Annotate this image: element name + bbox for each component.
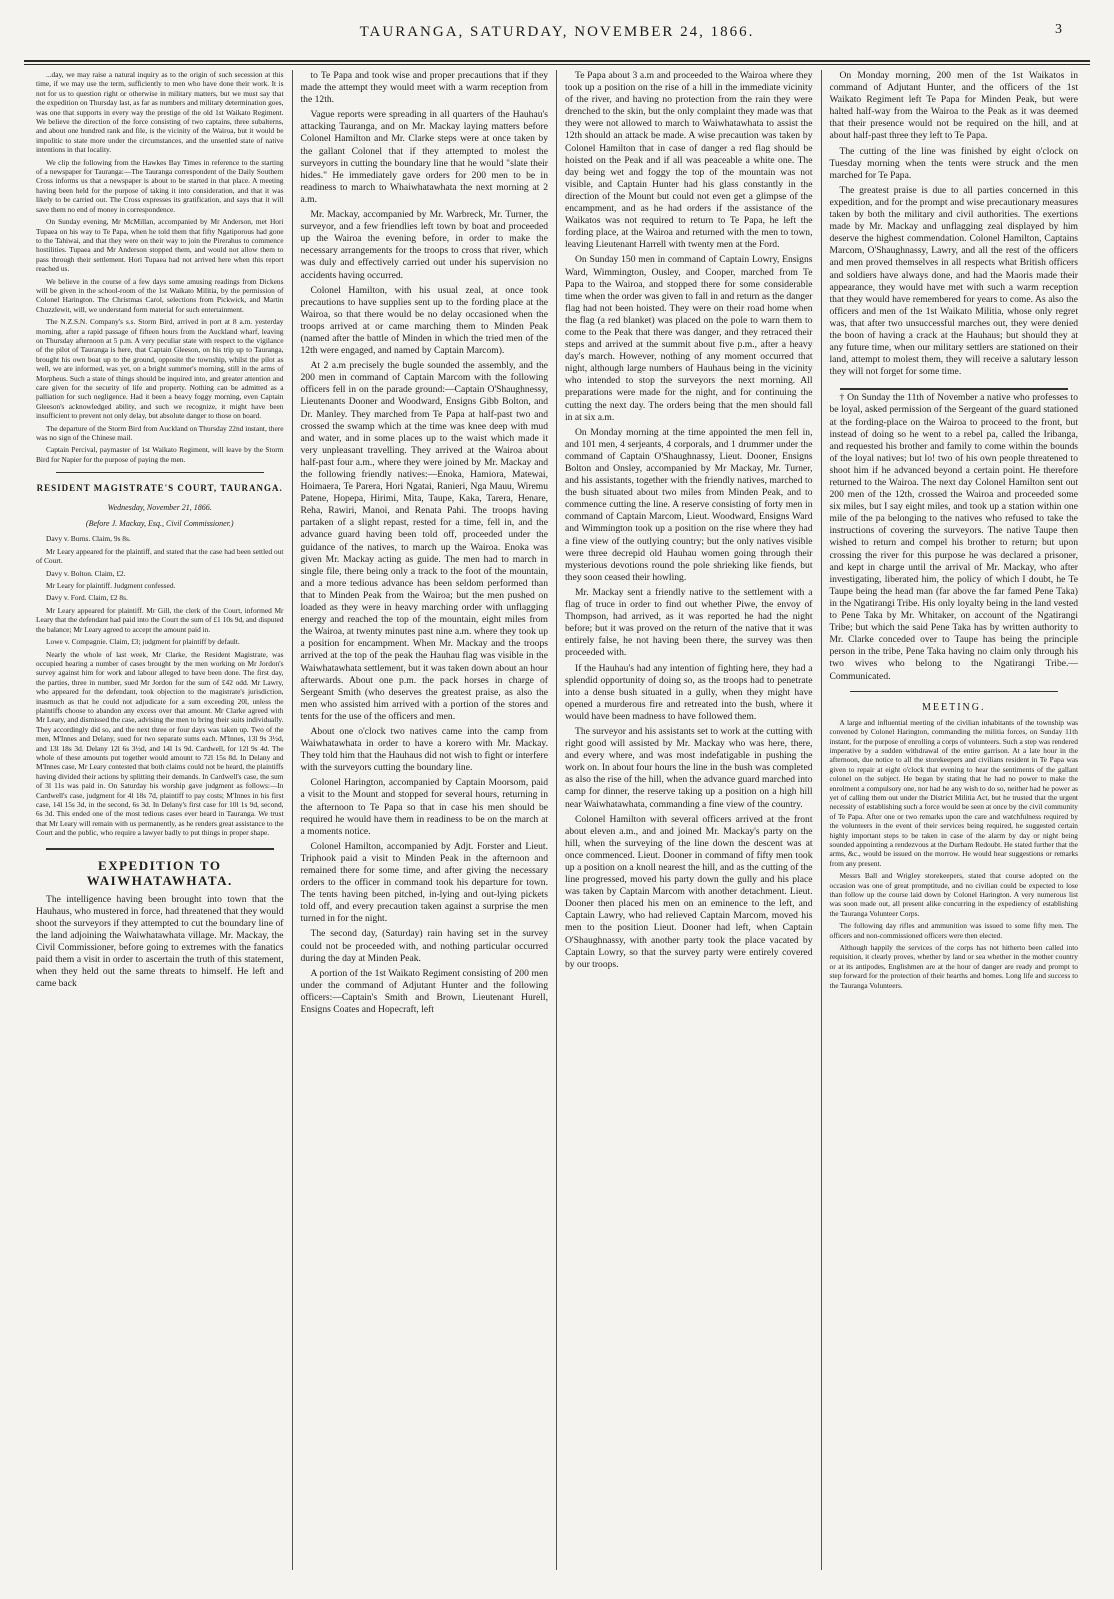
section-divider: [46, 848, 274, 850]
article-paragraph: On Sunday 150 men in command of Captain Lowry, Ensigns Ward, Wimmington, Ousley, and Cooper, marched from Te Papa to the Wairoa, and stopped there for some considerable time when the order was given to fall in and return as the danger flag had not been hoisted. They were on their road home when the flag (a red blanket) was placed on the pole to warn them to come to the Peak that there was danger, and they retraced their steps and arrived at the summit about five p.m., after a heavy day's march. However, nothing of any moment occurred that night, although large numbers of Hauhaus being in the vicinity who intended to stop the surveyors the next morning. All preparations were made for the night, and for continuing the cutting the next day. The orders being that the men should fall in at six a.m.: [565, 254, 813, 423]
section-divider: [840, 388, 1069, 390]
article-paragraph: The N.Z.S.N. Company's s.s. Storm Bird, arrived in port at 8 a.m. yesterday morning, after a rapid passage of fifteen hours from the Auckland wharf, leaving on Thursday afternoon at 5 p.m. A very peculiar state with respect to the vigilance of the pilot of Tauranga is here, that Captain Gleeson, on his trip up to Tauranga, brought his own boat up to the ground, opposite the township, whilst the pilot as well, we are informed, was yet, on a bright summer's morning, still in the arms of Morpheus. Such a state of things should be inquired into, and greater attention and care given for the security of life and property. Nothing can be admitted as a palliation for such negligence. Had it been a heavy foggy morning, even Captain Gleeson's acknowledged ability, and such we recognize, it might have been insufficient to prevent not only delay, but absolute danger to those on board.: [36, 317, 284, 421]
expedition-heading: EXPEDITION TO WAIWHATAWHATA.: [86, 857, 233, 888]
article-paragraph: Colonel Hamilton with several officers arrived at the front about eleven a.m., and and joined Mr. Mackay's party on the hill, when the surveying of the line down the descent was at once commenced. Lieut. Dooner in command of fifty men took up a position on a knoll nearest the hill, and as the cutting of the line progressed, moved his party down the gully and his place was taken by Captain Marcom with another detachment. Lieut. Dooner then placed his men on an eminence to the left, and Captain Lawry, who had relieved Captain Marcom, moved his men to the position Lieut. Dooner had left, when Captain O'Shaughnassy, with another party took the place vacated by Captain Lowry, so that the survey party were entirely covered by our troops.: [565, 813, 813, 970]
article-paragraph: We clip the following from the Hawkes Bay Times in reference to the starting of a newspaper for Tauranga:—The Tauranga correspondent of the Daily Southern Cross informs us that a newspaper is about to be started in that place. A meeting having been held for the purpose of taking it into consideration, and that it was likely to be carried out. The Cross expresses its gratification, and says that it will save them no end of money in correspondence.: [36, 157, 284, 214]
column-2: [293, 70, 558, 1570]
court-entry: Mr Leary appeared for plaintiff. Mr Gill, the clerk of the Court, informed Mr Leary that the defendant had paid into the Court the sum of £1 10s 9d, and disputed the balance; Mr Leary agreed to accept the amount paid in.: [36, 605, 284, 634]
article-paragraph: The surveyor and his assistants set to work at the cutting with right good will assisted by Mr. Mackay who was here, there, and every where, and was most indefatigable in pushing the work on. In about four hours the line in the bush was completed as also the rise of the hill, when the advance guard marched into camp for dinner, the reserve taking up a position on a high hill near Waiwhatawhata, commanding a fine view of the country.: [565, 725, 813, 810]
article-paragraph: On Monday morning at the time appointed the men fell in, and 101 men, 4 serjeants, 4 corporals, and 1 drummer under the command of Captain O'Shaughnassy, Lieut. Dooner, Ensigns Bolton and Onsley, accompanied by Mr Mackay, Mr. Turner, and his assistants, together with the friendly natives, marched to the bush situated about two miles from Minden Peak, and to commence cutting the line. A reserve consisting of forty men in command of Captain Marcom, Lieut. Woodward, Ensigns Ward and Wimmington took up a position on the rise where they had a fine view of the outlying country; but the only natives visible were three decrepid old Hauhau women going through their mysterious devotions round the pole shrieking like fiends, but they soon ceased their howling.: [565, 426, 813, 583]
court-entry: Lowe v. Compagnie. Claim, £3; judgment for plaintiff by default.: [46, 637, 240, 647]
article-paragraph: Colonel Hamilton, accompanied by Adjt. Forster and Lieut. Triphook paid a visit to Minden Peak in the afternoon and remained there for some time, and after giving the necessary orders to the officer in command took his departure for town. The tents having been pitched, in-lying and out-lying pickets told off, and every precaution taken against a surprise the men turned in for the night.: [300, 840, 548, 925]
article-paragraph: ...day, we may raise a natural inquiry as to the origin of such secession at this time, if we may use the term, sufficiently to men who have done their work. It is not for us to question right or otherwise in military matters, but we must say that the expedition on Thursday last, as far as numbers and military determination goes, was one that supports in every way the prestige of the old 1st Waikato Regiment. We believe the direction of the force consisting of two captains, three subalterns, and about one hundred rank and file, is the vicinity of the Wairoa, but it would be impolitic to state more under the circumstances, and the unsettled state of native intentions in that locality.: [36, 70, 284, 155]
article-paragraph: Mr. Mackay, accompanied by Mr. Warbreck, Mr. Turner, the surveyor, and a few friendlies left town by boat and proceeded up the Wairoa the evening before, in order to make the necessary arrangements for the troops to cross that river, which was duly and effectively carried out under his supervision no accidents having occurred.: [300, 209, 548, 281]
article-paragraph: Although happily the services of the corps has not hitherto been called into requisition, it clearly proves, whether by land or sea whether in the mother country or at its antipodes, Englishmen are at the hour of danger are ready and prompt to step forward for the protection of their hearths and homes. Long life and success to the Tauranga Volunteers.: [829, 943, 1078, 990]
header-rule: [24, 60, 1090, 62]
court-entry: Davy v. Burns. Claim, 9s 8s.: [46, 534, 131, 544]
article-paragraph: Colonel Hamilton, with his usual zeal, at once took precautions to have supplies sent up to the fording place at the Wairoa, so that there would be no delay occasioned when the troops arrived at or came marching them to Minden Peak (named after the battle of Minden in which the tried men of the 12th were engaged, and named by Captain Marcom).: [300, 284, 548, 357]
article-paragraph: The second day, (Saturday) rain having set in the survey could not be proceeded with, and nothing particular occurred during the day at Minden Peak.: [300, 928, 548, 964]
article-paragraph: A portion of the 1st Waikato Regiment consisting of 200 men under the command of Adjutant Hunter and the following officers:—Captain's Smith and Brown, Lieutenant Hurell, Ensigns Coates and Hopecraft, left: [300, 967, 548, 1016]
article-paragraph: to Te Papa and took wise and proper precautions that if they made the attempt they would meet with a warm reception from the 12th.: [300, 70, 548, 106]
article-paragraph: Te Papa about 3 a.m and proceeded to the Wairoa where they took up a position on the rise of a hill in the immediate vicinity of the river, and having no protection from the rain they were drenched to the skin, but the only complaint they made was that they were not allowed to march to Waiwhatawhata to assist the 12th should an attack be made. A wise precaution was taken by Colonel Hamilton that in case of danger a red flag should be hoisted on the Peak and if all was peaceable a white one. The day being wet and foggy the top of the mountain was not visible, and Captain Hunter had his glass constantly in the direction of the Mount but could not even get a glimpse of the encampment, and as he had orders if the assistance of the Waikatos was not required to return to Te Papa, he left the fording place, at the Wairoa and returned with the men to town, leaving Lieutenant Harrell with twenty men at the Ford.: [565, 70, 813, 251]
columns: [28, 70, 1086, 1570]
article-paragraph: We believe in the course of a few days some amusing readings from Dickens will be given in the school-room of the 1st Waikato Militia, by the permission of Colonel Harington. The Christmas Carol, selections from Pickwick, and Martin Chuzzlewit, will, we understand form material for such entertainment.: [36, 276, 284, 314]
article-paragraph: Colonel Harington, accompanied by Captain Moorsom, paid a visit to the Mount and stopped for several hours, returning in the afternoon to Te Papa so that in case his men should be required he would have them in readiness to be on the march at a moments notice.: [300, 777, 548, 837]
article-paragraph: About one o'clock two natives came into the camp from Waiwhatawhata in order to have a korero with Mr. Mackay. They told him that the Hauhaus did not wish to fight or interfere with the surveyors cutting the boundary line.: [300, 725, 548, 774]
page-title: TAURANGA, SATURDAY, NOVEMBER 24, 1866.: [359, 24, 755, 40]
article-paragraph: Messrs Ball and Wrigley storekeepers, stated that course adopted on the occasion was one of great promptitude, and no civilian could be expected to lose than follow up the course laid down by Colonel Harington. A very numerous list was soon made out, all present alike concurring in the expediency of establishing the Tauranga Volunteer Corps.: [829, 871, 1078, 918]
article-paragraph: The intelligence having been brought into town that the Hauhaus, who mustered in force, had threatened that they would shoot the surveyors if they attempted to cut the boundary line of the land adjoining the Waiwhatawhata village. Mr. Mackay, the Civil Commissioner, before going to extremes with the fanatics paid them a visit in order to ascertain the truth of this statement, when they held out the same threats to himself. He left and came back: [36, 893, 284, 990]
column-4: [822, 70, 1087, 1570]
court-entry: Mr Leary for plaintiff. Judgment confessed.: [46, 581, 176, 591]
masthead: [24, 18, 1090, 62]
column-3: [557, 70, 822, 1570]
article-paragraph: The greatest praise is due to all parties concerned in this expedition, and for the prompt and wise precautionary measures taken by both the military and civil authorities. The exertions made by Mr. Mackay and unflagging zeal displayed by him deserve the highest commendation. Colonel Hamilton, Captains Marcom, O'Shaughnassy, Lawry, and all the rest of the officers and men proved themselves in all respects what British officers and soldiers have always done, and had the Maoris made their appearance, they would have met with such a warm reception that they would have remembered for years to come. As also the officers and men of the 1st Waikato Militia, whose only regret was, that after two unsuccessful marches out, they were denied the boon of having a crack at the Hauhaus; but should they at any future time, when our military settlers are stationed on their land, attempt to molest them, they will receive a salutary lesson they will not forget for some time.: [829, 184, 1078, 378]
article-paragraph: Vague reports were spreading in all quarters of the Hauhau's attacking Tauranga, and on Mr. Mackay laying matters before Colonel Hamilton and Mr. Clarke steps were at once taken by the gallant Colonel that if they attempted to molest the surveyors in cutting the boundary line that he would "slate their hides." He immediately gave orders for 200 men to be in readiness to march to Whaiwhatawhata the next morning at 2 a.m.: [300, 109, 548, 205]
court-entry: Davy v. Bolton. Claim, £2.: [46, 568, 126, 578]
court-entry: Nearly the whole of last week, Mr Clarke, the Resident Magistrate, was occupied hearing a number of cases brought by the men working on Mr Jordon's survey against him for work and labour alleged to have been done. The first day, the parties, three in number, sued Mr Jordon for the sum of £42 odd. Mr Lawry, who appeared for the defendant, took objection to the magistrate's jurisdiction, inasmuch as that he could not adjudicate for a sum exceeding 20l, unless the plaintiffs choose to abandon any excess over that amount. Mr Clarke agreed with Mr Leary, and dismissed the case, advising the men to bring their suits individually. They accordingly did so, and the next three or four days was taken up. Two of the men, M'Innes and Delany, sued for two separate sums each. M'Innes, 13l 9s 3½d, and 13l 18s 3d. Delany 12l 6s 3½d, and 14l 1s 9d. Cardwell, for 12l 9s 4d. The whole of these amounts put together would amount to 72l 15s 8d. In Delany and M'Innes case, Mr Leary contested that both claims could not be heard, the plaintiffs having divided their actions by splitting their demands. In Cardwell's case, the sum of 3l 11s was paid in. On Saturday his worship gave judgment as follows:—In Cardwell's case, judgment for 4l 18s 7d, plaintiff to pay costs; M'Innes in his first case, 14l 15s 3d, in the second, 6s 3d. In Delany's first case for 10l 1s 9d, second, 6s 3d. This ended one of the most tedious cases ever heard in Tauranga. We trust that Mr Leary will remain with us permanently, as he renders great assistance to the Court and the public, who require a lawyer badly to put things in proper shape.: [36, 649, 284, 838]
header-rule-thin: [24, 64, 1090, 65]
section-divider: [850, 691, 1059, 692]
article-paragraph: The cutting of the line was finished by eight o'clock on Tuesday morning when the tents were struck and the men marched for Te Papa.: [829, 145, 1078, 181]
court-entry: Mr Leary appeared for the plaintiff, and stated that the case had been settled out of Court.: [36, 546, 284, 566]
section-divider: [56, 472, 264, 473]
article-paragraph: On Sunday evening, Mr McMillan, accompanied by Mr Anderson, met Hori Tupaea on his way to Te Papa, when he told them that fifty Ngatiporous had gone to the Tahiwai, and that they were on their way to join the Pirerahus to commence hostilities. Tupaea and Mr Anderson stopped them, and would not allow them to pass through their settlement. Hori Tupaea had not arrived here when this report reached us.: [36, 217, 284, 274]
page-number: 3: [1055, 22, 1062, 37]
court-heading: RESIDENT MAGISTRATE'S COURT, TAURANGA.: [36, 483, 283, 494]
article-paragraph: A large and influential meeting of the civilian inhabitants of the township was convened by Colonel Harington, commanding the militia forces, on Sunday 11th instant, for the purpose of enrolling a corps of volunteers. Such a step was rendered imperative by a sudden withdrawal of the entire garrison. At a late hour in the afternoon, due notice to all the storekeepers and civilians resident in Te Papa was given to repair at eight o'clock that evening to hear the sentiments of the gallant colonel on the subject. He began by stating that he had no power to make the enrolment a compulsory one, nor had he any wish to do so, neither had he power as yet of calling them out under the District Militia Act, but he trusted that the urgent necessity of establishing such a force would be seen at once by the civil community of Te Papa. After one or two remarks upon the care and watchfulness required by the volunteers in the event of their services being required, he suggested certain highly important steps to be taken in case of the alarm by day or night being sounded appointing a rendezvous at the Durham Redoubt. He stated further that the arms, &c., would be issued on the morrow. He would hear suggestions or remarks from any present.: [829, 717, 1078, 868]
meeting-heading: MEETING.: [922, 701, 986, 713]
court-entry: Davy v. Ford. Claim, £2 8s.: [46, 593, 128, 603]
court-before: (Before J. Mackay, Esq., Civil Commissioner.): [85, 519, 234, 529]
article-paragraph: If the Hauhau's had any intention of fighting here, they had a splendid opportunity of doing so, as the troops had to penetrate into a dense bush situated in a gully, when they might have opened a murderous fire and retreated into the bush, where it would have been madness to have followed them.: [565, 662, 813, 722]
article-paragraph: Mr. Mackay sent a friendly native to the settlement with a flag of truce in order to find out whether Piwe, the envoy of Thompson, had arrived, as it was reported he had the night before; but it was proved on the return of the native that it was entirely false, he not having been there, the survey was then proceeded with.: [565, 586, 813, 659]
article-paragraph: On Monday morning, 200 men of the 1st Waikatos in command of Adjutant Hunter, and the officers of the 1st Waikato Regiment left Te Papa for Minden Peak, but were halted half-way from the Wairoa to the Peak as it was deemed that their presence would not be required on the hill, and at about half-past three they left to Te Papa.: [829, 70, 1078, 142]
article-paragraph: The departure of the Storm Bird from Auckland on Thursday 22nd instant, there was no sign of the Chinese mail.: [36, 423, 284, 443]
article-paragraph: The following day rifles and ammunition was issued to some fifty men. The officers and non-commissioned officers were then elected.: [829, 921, 1078, 940]
article-paragraph: Captain Percival, paymaster of 1st Waikato Regiment, will leave by the Storm Bird for Napier for the purpose of paying the men.: [36, 445, 284, 464]
court-date: Wednesday, November 21, 1866.: [107, 503, 212, 513]
article-paragraph: At 2 a.m precisely the bugle sounded the assembly, and the 200 men in command of Captain Marcom with the following officers fell in on the parade ground:—Captain O'Shaughnessy, Lieutenants Dooner and Woodward, Ensigns Gibb Bolton, and Dr. Manley. They marched from Te Papa at half-past two and crossed the swamp which at the time was knee deep with mud and water, and in some places up to the waist which made it very unpleasant travelling. They arrived at the Wairoa about half-past four a.m., where they were joined by Mr. Mackay and the following friendly natives:—Enoka, Hamiora, Matewai, Hoimaera, Te Parera, Hori Ngatai, Ranieri, Nga Mauu, Wiremu Patene, Hopepa, Hirimi, Mita, Taupe, Kaka, Tarera, Henare, Reha, Rawiri, Manoi, and Renata Pahi. The troops having partaken of a slight repast, rested for a time, fell in, and the advance guard having been told off, proceeded under the guidance of the natives, to march up the Wairoa. Enoka was given Mr. Mackay acting as guide. The men had to march in single file, there being only a track to the foot of the mountain, and a more tedious advance has been seldom performed than that to Minden Peak from the Wairoa; but the men pushed on loaded as they were in heavy marching order with unflagging energy and reached the top of the mountain, eight miles from the Wairoa, at twenty minutes past nine a.m. where they took up a position for encampment. When Mr. Mackay and the troops arrived at the top of the peak the Hauhau flag was visible in the Waiwhatawhata settlement, but it was taken down about an hour afterwards. About one p.m. the pack horses in charge of Sergeant Smith (who deserves the greatest praise, as also the men who assisted him arrived with a portion of the stores and tents for the use of the officers and men.: [300, 360, 548, 722]
column-1: [28, 70, 293, 1570]
article-paragraph: † On Sunday the 11th of November a native who professes to be loyal, asked permission of the Sergeant of the guard stationed at the fording-place on the Wairoa to proceed to the front, but instead of doing so he went to a rebel pa, called the Iribanga, and requested his brother and family to come within the bounds of the loyal natives; but lo! two of his own people threatened to shoot him if he advanced beyond a certain point. He therefore returned to the Wairoa. The next day Colonel Hamilton sent out 200 men of the 12th, crossed the Wairoa and proceeded some six miles, but I say eight miles, and took up a station within one mile of the pa belonging to the natives who refused to take the instructions of covering the surveyors. The native Taupe then wished to return and compel his brother to return; but upon crossing the river for this purpose he was declared a prisoner, and kept in charge until the arrival of Mr. Mackay, who after investigating, liberated him, the policy of which I doubt, he Te Taupe being the head man (far above the far famed Pene Taka) in the Ngatirangi Tribe. His only loyalty being in the land vested to Pene Taka by Mr. Whitaker, on account of the Ngatirangi Tribe; but which the said Pene Taka has by written authority to Mr. Clarke conceded over to Taupe has being the principle person in the tribe, Pene Taka having no claim only through his two wives who belong to the Ngatirangi Tribe.—Communicated.: [829, 392, 1078, 682]
